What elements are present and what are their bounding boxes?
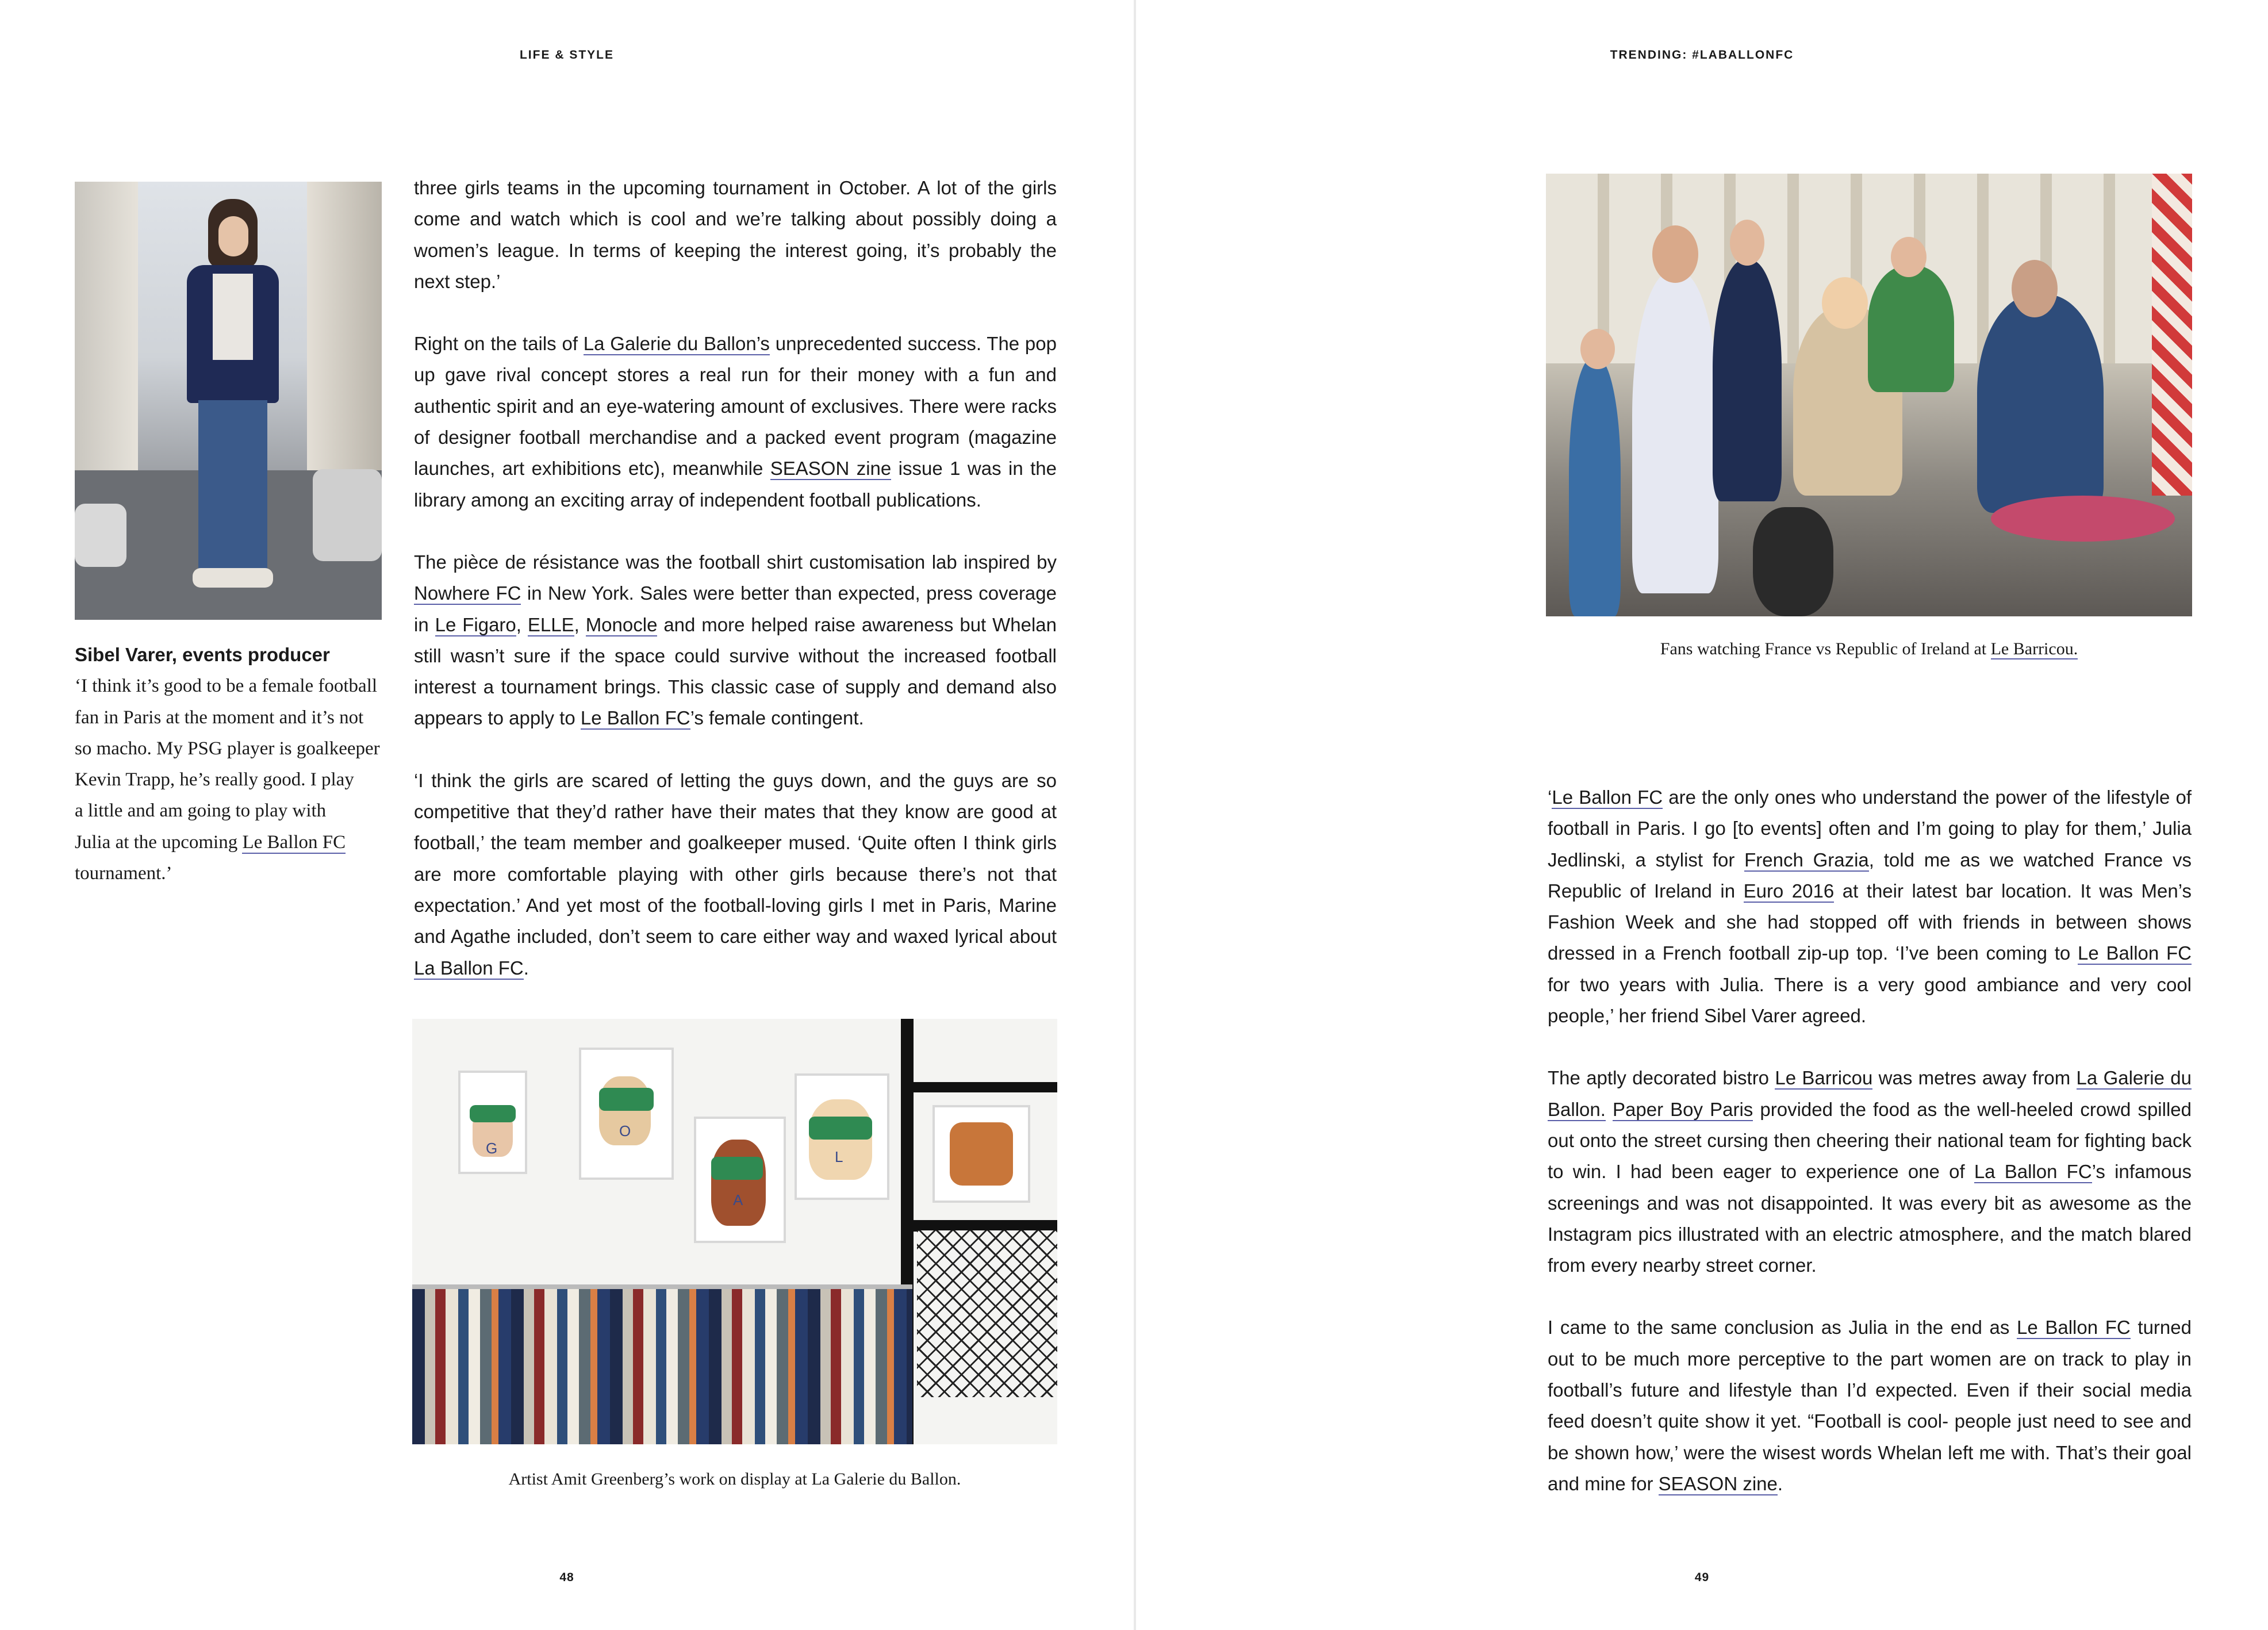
link-la-galerie-du-ballon[interactable]: La Galerie du Ballon’s — [583, 333, 770, 355]
link-paper-boy-paris[interactable]: Paper Boy Paris — [1613, 1098, 1753, 1120]
page-number-right: 49 — [1694, 1571, 1710, 1584]
gallery-caption: Artist Amit Greenberg’s work on display at La Galerie du Ballon. — [508, 1470, 961, 1489]
paragraph: I came to the same conclusion as Julia in the end as Le Ballon FC turned out to be much more perceptive to the part women are on track to play in football’s future and lifestyle than I’d expected. Even if their social media feed doesn’t quite show it yet. “Football is cool- people just need to see and be shown how,’ were the wisest words Whelan left me with. That’s their goal and mine for SEASON zine. — [1548, 1317, 2192, 1494]
link-le-ballon-fc[interactable]: Le Ballon FC — [2017, 1317, 2131, 1338]
link-le-ballon-fc[interactable]: Le Ballon FC — [580, 707, 690, 729]
link-euro-2016[interactable]: Euro 2016 — [1743, 880, 1835, 902]
quote-line: tournament.’ — [75, 863, 172, 884]
link-le-ballon-fc[interactable]: Le Ballon FC — [242, 831, 346, 853]
paragraph: The pièce de résistance was the football shirt customisation lab inspired by Nowhere FC in New York. Sales were better than expected, press coverage in Le Figaro, ELLE, Monocle and more helped raise awareness but Whelan still wasn’t sure if the space could survive without the increased football interest a tournament brings. This classic case of supply and demand also appears to apply to Le Ballon FC’s female contingent. — [414, 551, 1057, 729]
quote-line: Kevin Trapp, he’s really good. I play — [75, 769, 354, 791]
artwork-letter: G — [486, 1140, 498, 1157]
link-le-ballon-fc[interactable]: Le Ballon FC — [2078, 942, 2192, 964]
right-body-text — [1548, 782, 2192, 1531]
left-body-text — [414, 172, 1057, 1015]
link-le-figaro[interactable]: Le Figaro — [435, 613, 516, 635]
running-head-left: LIFE & STYLE — [519, 48, 614, 62]
link-la-ballon-fc[interactable]: La Ballon FC — [414, 957, 524, 979]
page-number-left: 48 — [559, 1571, 574, 1584]
paragraph: three girls teams in the upcoming tournament in October. A lot of the girls come and watch which is cool and we’re talking about possibly doing a women’s league. In terms of keeping the interest going, it’s probably the next step.’ — [414, 177, 1057, 292]
link-season-zine[interactable]: SEASON zine — [770, 458, 892, 480]
running-head-right: TRENDING: #LABALLONFC — [1610, 48, 1794, 62]
fans-photo — [1546, 174, 2192, 616]
portrait-photo-sibel-varer — [75, 182, 382, 620]
quote-line: fan in Paris at the moment and it’s not — [75, 707, 364, 728]
link-la-galerie-du-ballon[interactable]: La Galerie du Ballon. — [1548, 1067, 2192, 1120]
quote-line: a little and am going to play with — [75, 800, 327, 822]
quote-line: so macho. My PSG player is goalkeeper — [75, 738, 380, 759]
quote-line: Julia at the upcoming — [75, 831, 243, 853]
link-elle[interactable]: ELLE — [527, 613, 574, 635]
right-page — [1136, 0, 2268, 1630]
gallery-photo — [412, 1019, 1057, 1444]
paragraph: ‘Le Ballon FC are the only ones who understand the power of the lifestyle of football in Paris. I go [to events] often and I’m going to play for them,’ Julia Jedlinski, a stylist for French Grazia, told me as we watched France vs Republic of Ireland in Euro 2016 at their latest bar location. It was Men’s Fashion Week and she had stopped off with friends in between shows dressed in a French football zip-up top. ‘I’ve been coming to Le Ballon FC for two years with Julia. There is a very good ambiance and very cool people,’ her friend Sibel Varer agreed. — [1548, 787, 2192, 1027]
link-le-barricou[interactable]: Le Barricou. — [1990, 639, 2078, 658]
link-nowhere-fc[interactable]: Nowhere FC — [414, 582, 521, 604]
sidebar-quote — [75, 670, 385, 889]
fans-caption: Fans watching France vs Republic of Ireland at Le Barricou. — [1660, 639, 2078, 658]
paragraph: ‘I think the girls are scared of letting the guys down, and the guys are so competitive that they’d rather have their mates that they know are good at football,’ the team member and goalkeeper mused. ‘Quite often I think girls are more comfortable playing with other girls because there’s not that expectation.’ And yet most of the football-loving girls I met in Paris, Marine and Agathe included, don’t seem to care either way and waxed lyrical about La Ballon FC. — [414, 769, 1057, 979]
sidebar-name: Sibel Varer, events producer — [75, 644, 330, 665]
link-monocle[interactable]: Monocle — [585, 613, 658, 635]
paragraph: The aptly decorated bistro Le Barricou was metres away from La Galerie du Ballon. Paper Boy Paris provided the food as the well-heeled crowd spilled out onto the street cursing then cheering their national team for fighting back to win. I had been eager to experience one of La Ballon FC’s infamous screenings and was not disappointed. It was every bit as awesome as the Instagram pics illustrated with an electric atmosphere, and the match blared from every nearby street corner. — [1548, 1067, 2192, 1276]
link-season-zine[interactable]: SEASON zine — [1658, 1472, 1778, 1494]
sidebar-quote-block — [75, 639, 385, 889]
paragraph: Right on the tails of La Galerie du Ballon’s unprecedented success. The pop up gave rival concept stores a real run for their money with a fun and authentic spirit and an eye-watering amount of exclusives. There were racks of designer football merchandise and a packed event program (magazine launches, art exhibitions etc), meanwhile SEASON zine issue 1 was in the library among an exciting array of independent football publications. — [414, 333, 1057, 511]
artwork-letter: A — [733, 1191, 743, 1209]
link-le-barricou[interactable]: Le Barricou — [1775, 1067, 1873, 1089]
artwork-letter: O — [619, 1122, 631, 1140]
artwork-letter: L — [835, 1148, 843, 1165]
link-le-ballon-fc[interactable]: Le Ballon FC — [1552, 787, 1663, 808]
quote-line: ‘I think it’s good to be a female football — [75, 676, 378, 697]
link-french-grazia[interactable]: French Grazia — [1744, 849, 1869, 870]
link-la-ballon-fc[interactable]: La Ballon FC — [1974, 1161, 2092, 1183]
